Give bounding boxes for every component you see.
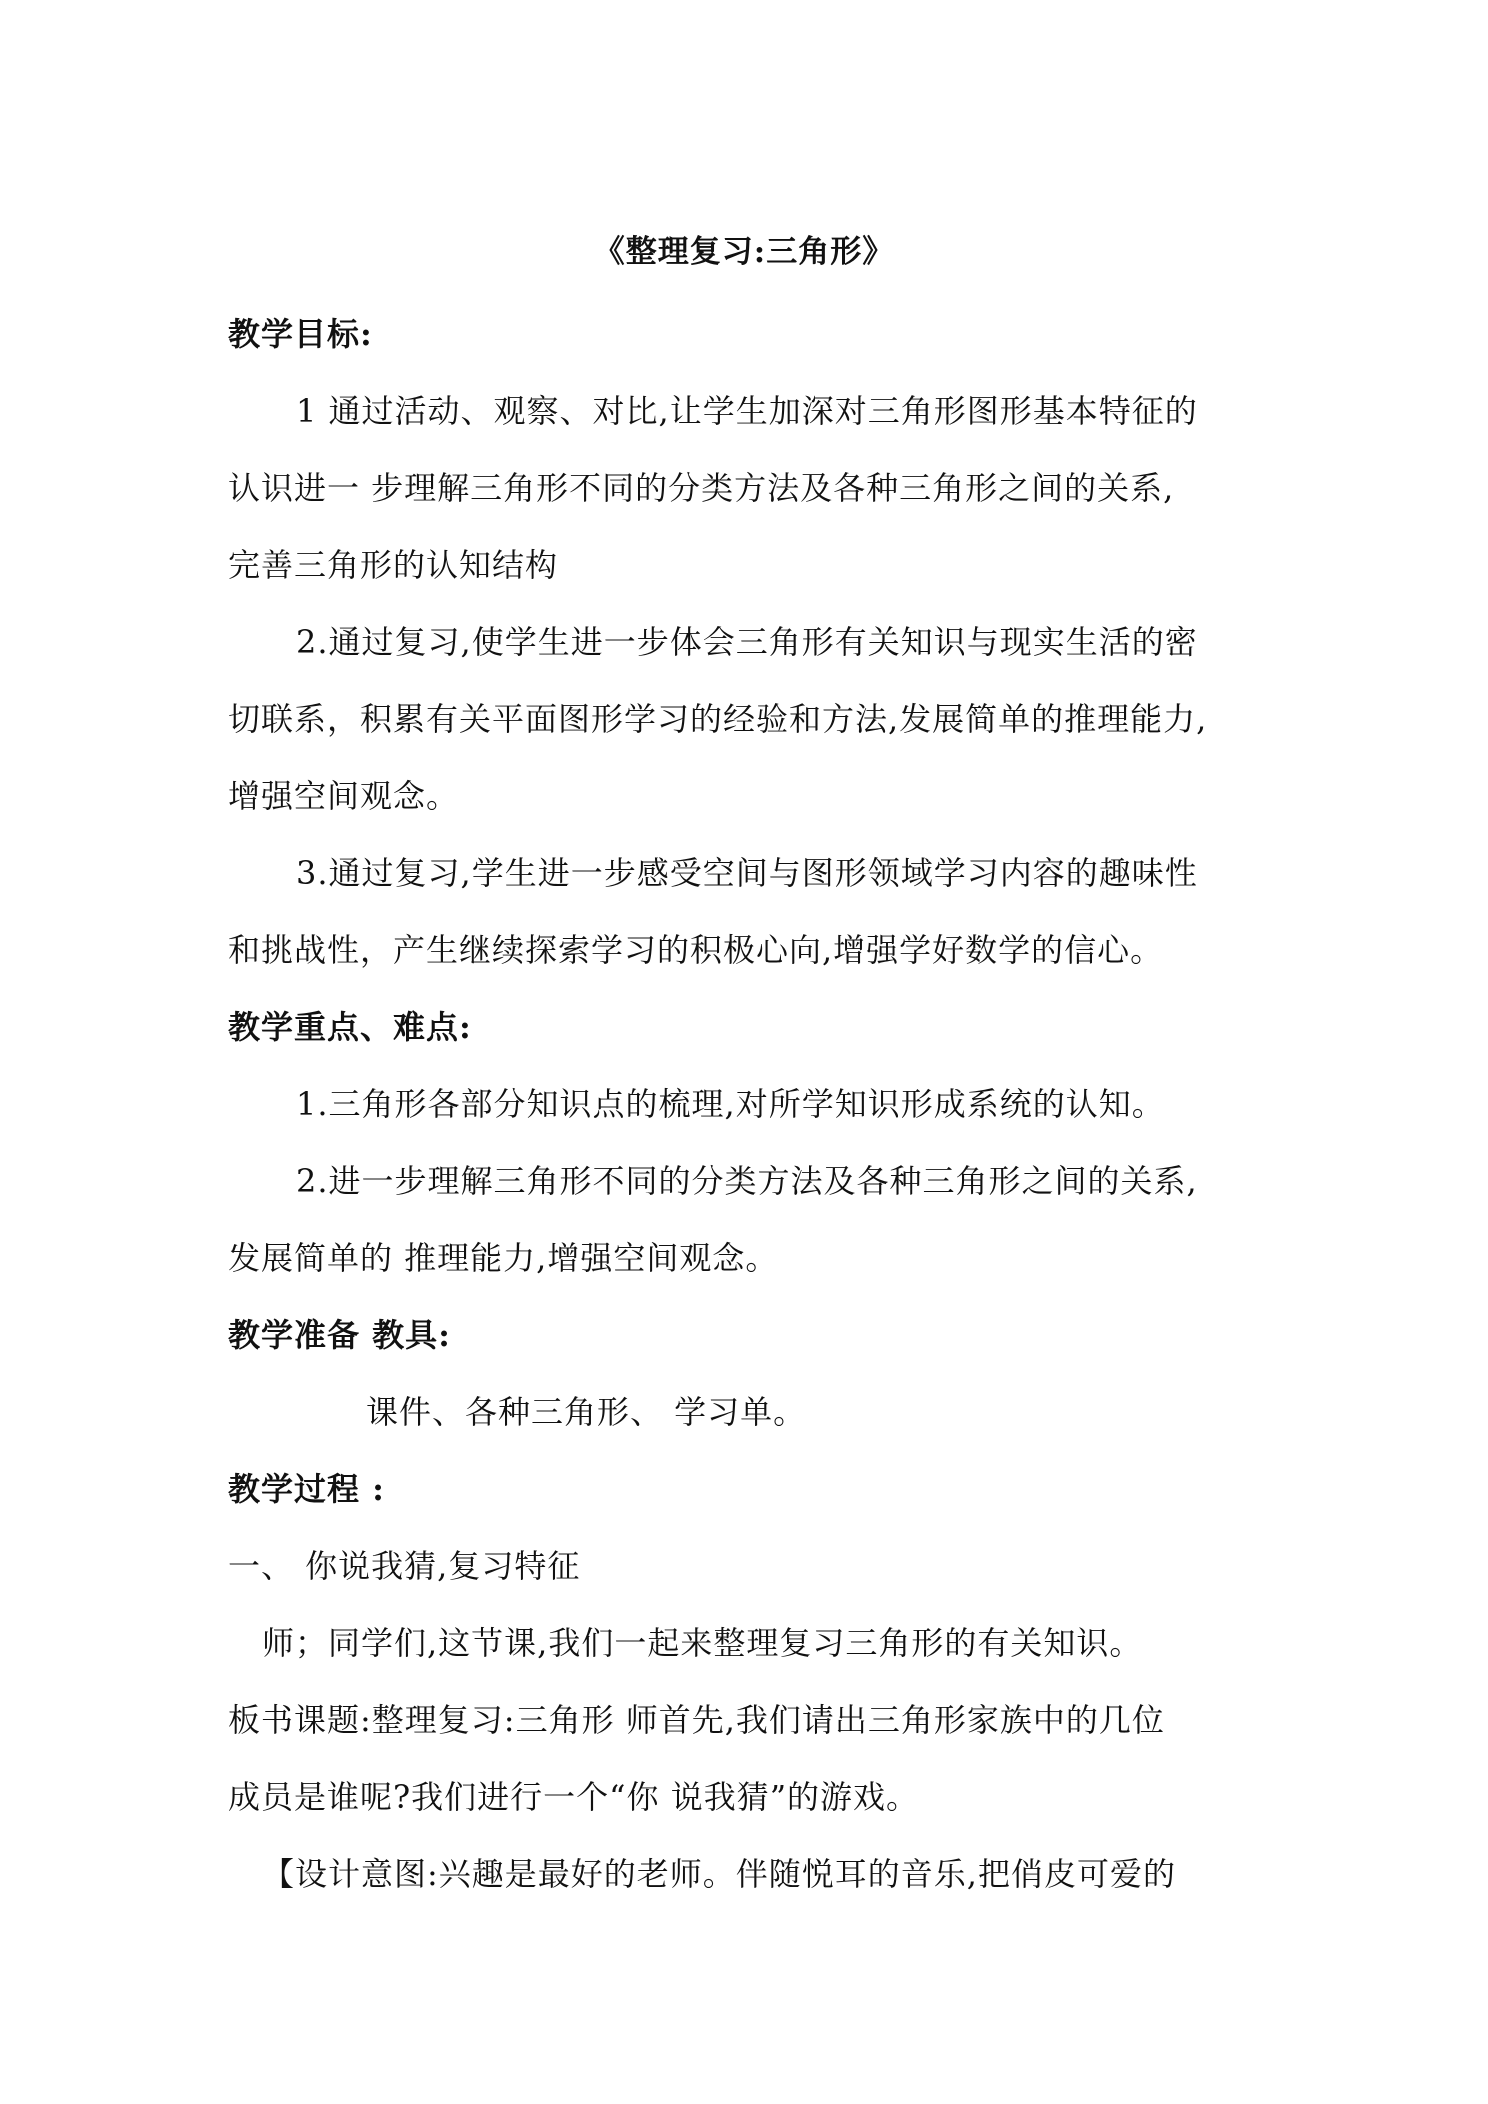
paragraph-line: 切联系，积累有关平面图形学习的经验和方法,发展简单的推理能力, <box>228 700 1208 738</box>
subsection-heading: 一、 你说我猜,复习特征 <box>228 1547 581 1585</box>
paragraph-line: 2.通过复习,使学生进一步体会三角形有关知识与现实生活的密 <box>296 623 1198 661</box>
section-heading-objectives: 教学目标: <box>228 315 373 353</box>
paragraph-line: 发展简单的 推理能力,增强空间观念。 <box>228 1239 779 1277</box>
section-heading-process: 教学过程 : <box>228 1470 385 1508</box>
paragraph-line: 完善三角形的认知结构 <box>228 546 559 584</box>
paragraph-line: 师；同学们,这节课,我们一起来整理复习三角形的有关知识。 <box>262 1624 1143 1662</box>
paragraph-line: 增强空间观念。 <box>228 777 460 815</box>
paragraph-line: 2.进一步理解三角形不同的分类方法及各种三角形之间的关系, <box>296 1162 1198 1200</box>
paragraph-line: 课件、各种三角形、 学习单。 <box>366 1393 807 1431</box>
paragraph-line: 认识进一 步理解三角形不同的分类方法及各种三角形之间的关系, <box>228 469 1175 507</box>
document-title: 《整理复习:三角形》 <box>593 234 895 270</box>
paragraph-line: 板书课题:整理复习:三角形 师首先,我们请出三角形家族中的几位 <box>228 1701 1165 1739</box>
paragraph-line: 3.通过复习,学生进一步感受空间与图形领域学习内容的趣味性 <box>296 854 1198 892</box>
paragraph-line: 1 通过活动、观察、对比,让学生加深对三角形图形基本特征的 <box>296 392 1198 430</box>
paragraph-line: 成员是谁呢?我们进行一个“你 说我猜”的游戏。 <box>228 1778 920 1816</box>
paragraph-line: 【设计意图:兴趣是最好的老师。伴随悦耳的音乐,把俏皮可爱的 <box>262 1855 1176 1893</box>
paragraph-line: 1.三角形各部分知识点的梳理,对所学知识形成系统的认知。 <box>296 1085 1165 1123</box>
section-heading-preparation: 教学准备 教具: <box>228 1316 451 1354</box>
document-body <box>228 296 1273 1913</box>
paragraph-line: 和挑战性，产生继续探索学习的积极心向,增强学好数学的信心。 <box>228 931 1164 969</box>
section-heading-key-points: 教学重点、难点: <box>228 1008 472 1046</box>
